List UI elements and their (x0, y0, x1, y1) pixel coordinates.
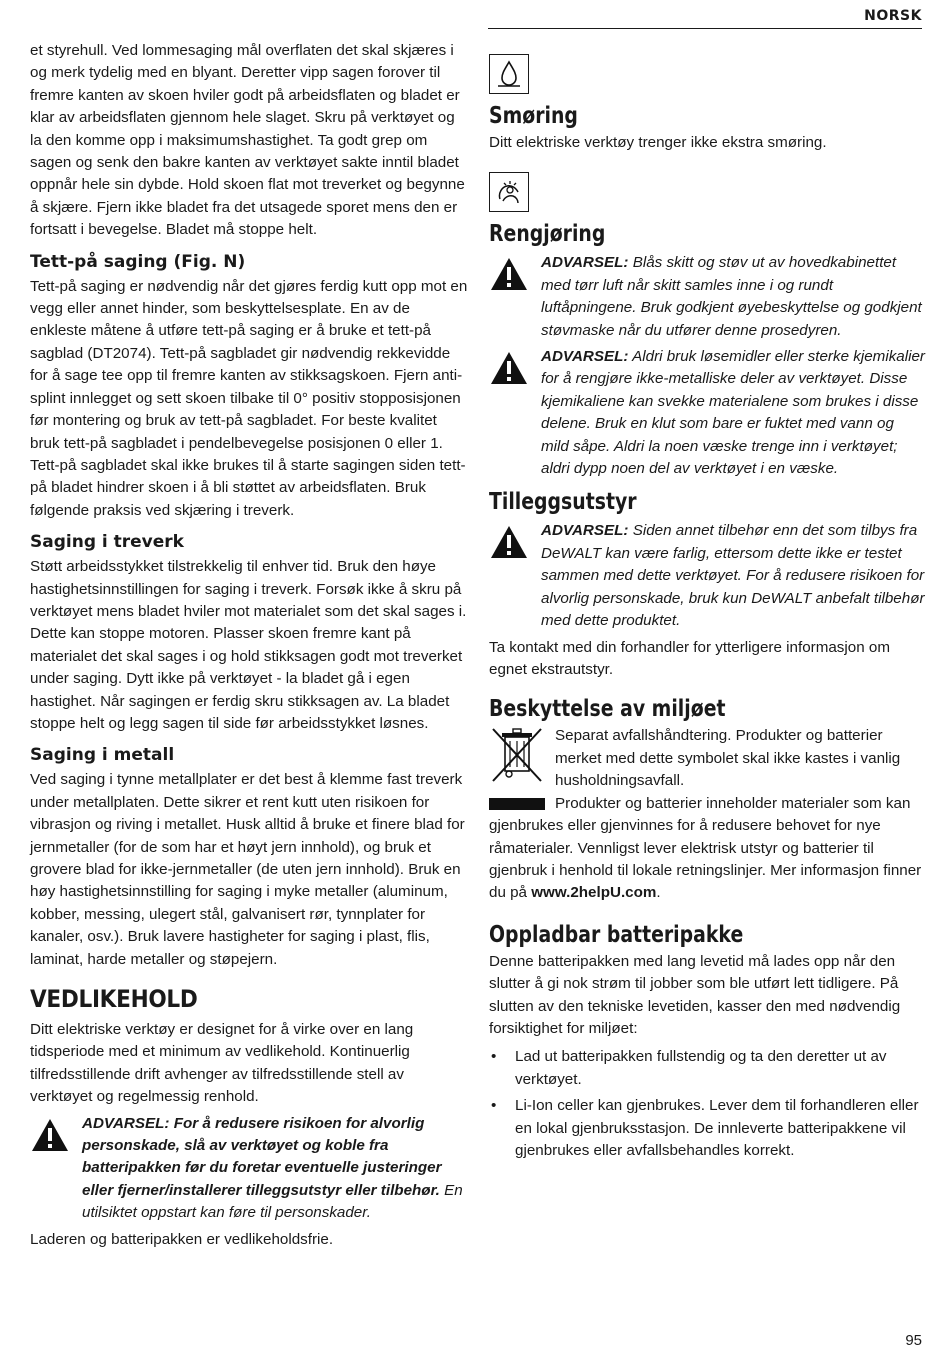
lubrication-heading: Smøring (489, 103, 578, 129)
warning-triangle-icon (489, 252, 541, 299)
accessories-text: Ta kontakt med din forhandler for ytterligere informasjon om egnet ekstrautstyr. (489, 638, 890, 678)
cleaning-warning-1: ADVARSEL: Blås skitt og støv ut av hovedkabinettet med tørr luft når skitt samles inne i og rundt luftåpningene. Bruk godkjent øyebeskyttelse og godkjent støvmaske når du utfører denne prosedyren. (489, 252, 925, 342)
help-url-link[interactable]: www.2helpU.com (531, 884, 657, 902)
weee-row (489, 725, 925, 792)
battery-text: Denne batteripakken med lang levetid må lades opp når den slutter å gi nok strøm til jobber som ble utført lett tidligere. På slutten av den tekniske levetiden, kasser den med nødvendig forsiktighet for miljøet: (489, 952, 901, 1037)
header-language: NORSK (864, 8, 922, 24)
wood-cutting-text: Støtt arbeidsstykket tilstrekkelig til enhver tid. Bruk den høye hastighetsinnstillingen for saging i treverk. Forsøk ikke å skru på verktøyet mens bladet hviler mot materialet som det skal sages i. Dette kan stoppe motoren. Plasser skoen fremre kant på materialet det skal sages i og hold stikksagen godt mot treverket under saging. Dytt ikke på verktøyet - la bladet gå i egen hastighet. Når sagingen er ferdig skru stikksagen av. La bladet stoppe helt og legg sagen til side før arbeidsstykket løsnes. (30, 558, 467, 732)
flush-cutting-text: Tett-på saging er nødvendig når det gjøres ferdig kutt opp mot en vegg eller annet hinder, som beskyttelsesplate. En av de enkleste måtene å utføre tett-på saging er å bruke et tett-på sagblad (DT2074). Tett-på sagbladet gir nødvendig rekkevidde for å sage tee opp til fremre kanten av stikksagskoen. Fjern anti-splint innlegget og sett skoen tilbake til 0° positiv stopposisjonen før montering og bruk av tett-på sagbladet. For beste kvalitet bruk tett-på sagbladet i pendelbevegelse posisjonen 0 eller 1. Tett-på sagbladet skal ikke brukes til å starte sagingen siden tett-på bladet hindrer skoen i å bli støttet av arbeidsflaten. Bruk følgende praksis ved skjæring i treverk. (30, 277, 468, 519)
metal-cutting-heading: Saging i metall (30, 745, 175, 766)
cleaning-heading: Rengjøring (489, 221, 606, 248)
accessories-warning: ADVARSEL: Siden annet tilbehør enn det som tilbys fra DeWALT kan være farlig, ettersom dette ikke er testet sammen med dette verktøyet. For å redusere risikoen for alvorlig personskade, bruk kun DeWALT anbefalt tilbehør med dette produktet. (489, 520, 925, 632)
crossed-bin-icon (489, 725, 555, 792)
intro-paragraph: et styrehull. Ved lommesaging mål overflaten det skal skjæres i og merk tydelig med en blyant. Deretter vipp sagen forover til fremre kanten av skoen hviler godt på arbeidsflaten og bladet er klar av arbeidsflaten gjennom hele slaget. Skru på verktøyet og la den komme opp i maksimumshastighet. Ta godt grep om sagen og senk den bakre kanten av verktøyet sakte inntil bladet oppnår hele sin dybde. Hold skoen flat mot treverket og begynne å skjære. Fjern ikke bladet fra det utsagede sporet mens den er fortsatt i bevegelse. Bladet må stoppe helt. (30, 42, 465, 239)
recycle-paragraph: Produkter og batterier inneholder materialer som kan gjenbrukes eller gjenvinnes for å redusere behovet for nye råmaterialer. Vennligst lever elektrisk utstyr og batterier til gjenbruk i henhold til lokale retningslinjer. Mer informasjon finner du på www.2helpU.com. (489, 794, 922, 902)
flush-cutting-heading: Tett-på saging (Fig. N) (30, 251, 246, 272)
wood-cutting-heading: Saging i treverk (30, 532, 184, 553)
maintenance-warning-text: ADVARSEL: For å redusere risikoen for alvorlig personskade, slå av verktøyet og koble fra batteripakken før du foretar eventuelle justeringer eller fjerner/installerer tilleggsutstyr eller tilbehør. En utilsiktet oppstart kan føre til personskader. (82, 1114, 463, 1222)
cleaning-hands-icon (489, 172, 529, 212)
warning-triangle-icon (489, 520, 541, 567)
right-column (489, 40, 925, 1166)
environment-heading: Beskyttelse av miljøet (489, 696, 726, 723)
maintenance-footer: Laderen og batteripakken er vedlikeholdsfrie. (30, 1230, 334, 1248)
page-number: 95 (905, 1332, 922, 1349)
warning-triangle-icon (30, 1113, 82, 1160)
warning-triangle-icon (489, 346, 541, 393)
maintenance-heading: VEDLIKEHOLD (30, 985, 198, 1014)
left-column (30, 40, 470, 1251)
oil-drop-icon (489, 54, 529, 94)
weee-text: Separat avfallshåndtering. Produkter og batterier merket med dette symbolet skal ikke kastes i vanlig husholdningsavfall. (555, 727, 901, 790)
battery-heading: Oppladbar batteripakke (489, 921, 744, 948)
header-rule (488, 28, 922, 29)
lubrication-text: Ditt elektriske verktøy trenger ikke ekstra smøring. (489, 134, 827, 151)
metal-cutting-text: Ved saging i tynne metallplater er det best å klemme fast treverk under metallplaten. Dette sikrer et rent kutt uten risikoen for vibrasjon og riving i metallet. Husk alltid å bruke et finere blad for jernmetaller (for de som har et høyt jern innhold), og bruk et grovere blad for ikke-jernmetaller (de uten jern innhold). Bruk en høy hastighetsinnstilling for saging i myke metaller (aluminum, kobber, messing, ulegert stål, galvanisert rør, tynnplater for kanaler, osv.). Bruk lavere hastigheter for saging i plast, flis, laminat, harde metaller og støpejern. (30, 771, 465, 968)
recycle-bar-icon (489, 798, 545, 810)
maintenance-text: Ditt elektriske verktøy er designet for å virke over en lang tidsperiode med et minimum av vedlikehold. Kontinuerlig tilfredsstillende drift avhenger av tilfredsstillende stell av verktøyet og regelmessig renhold. (30, 1021, 414, 1106)
battery-bullets (489, 1046, 925, 1162)
list-item: • Li-Ion celler kan gjenbrukes. Lever dem til forhandleren eller en lokal gjenbruksstasjon. De innleverte batteripakkene vil gjenbrukes eller avfallsbehandles korrekt. (489, 1095, 925, 1162)
maintenance-warning (30, 1113, 470, 1225)
accessories-heading: Tilleggsutstyr (489, 489, 637, 516)
cleaning-warning-2: ADVARSEL: Aldri bruk løsemidler eller sterke kjemikalier for å rengjøre ikke-metalliske deler av verktøyet. Disse kjemikaliene kan svekke materialene som brukes i disse delene. Bruk en klut som bare er fuktet med vann og mild såpe. Aldri la noen væske trenge inn i verktøyet; aldri dypp noen del av verktøyet i en væske. (489, 346, 925, 480)
list-item: • Lad ut batteripakken fullstendig og ta den deretter ut av verktøyet. (489, 1046, 925, 1091)
